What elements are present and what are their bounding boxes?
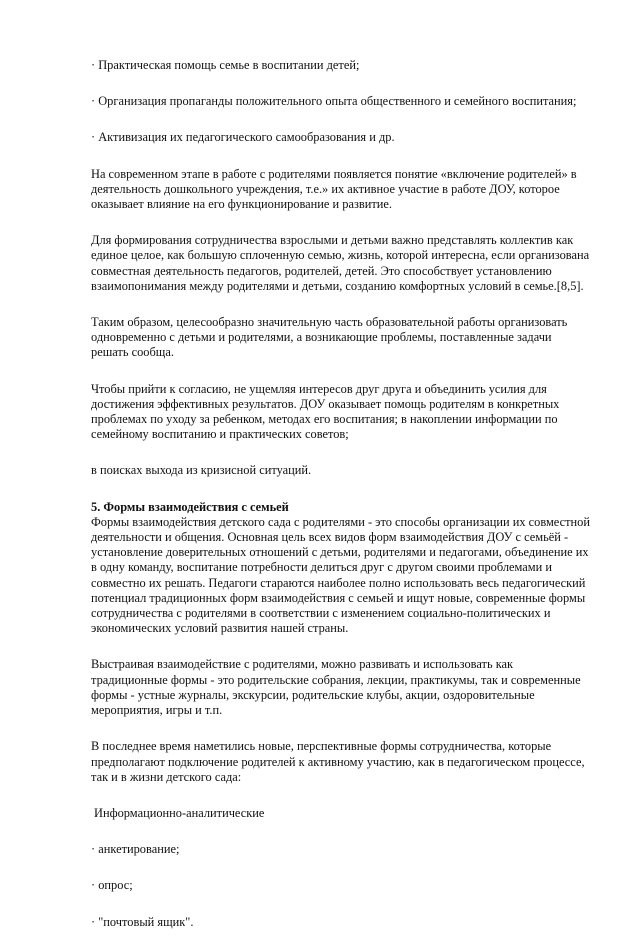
bullet-item: · Организация пропаганды положительного опыта общественного и семейного воспитания; [91,94,577,109]
section-heading: 5. Формы взаимодействия с семьей [91,499,289,514]
paragraph: Выстраивая взаимодействие с родителями, можно развивать и использовать как традиционные формы - это родительские собрания, лекции, практикумы, так и современные формы - устные журналы, экскурсии, родительские клубы, акции, оздоровительные мероприятия, игры и т.п. [91,657,581,718]
paragraph: Формы взаимодействия детского сада с родителями - это способы организации их совместной деятельности и общения. Основная цель всех видов форм взаимодействия ДОУ с семьёй - установление доверительных отношений с детьми, родителями и педагогами, объединение их в одну команду, воспитание потребности делиться друг с другом своими проблемами и совместно их решать. Педагоги стараются наиболее полно использовать весь педагогический потенциал традиционных форм взаимодействия с семьей и ищут новые, современные формы сотрудничества с родителями в соответствии с изменением социально-политических и экономических условий развития нашей страны. [91,514,590,636]
bullet-item: · опрос; [91,878,133,893]
paragraph: На современном этапе в работе с родителями появляется понятие «включение родителей» в деятельность дошкольного учреждения, т.е.» их активное участие в работе ДОУ, которое оказывает влияние на его функционирование и развитие. [91,166,577,212]
bullet-item: · "почтовый ящик". [91,914,194,929]
paragraph: Чтобы прийти к согласию, не ущемляя интересов друг друга и объединить усилия для достижения эффективных результатов. ДОУ оказывает помощь родителям в конкретных проблемах по уходу за ребенком, методах его воспитания; в накоплении информации по семейному воспитанию и практических советов; [91,381,560,442]
paragraph: в поисках выхода из кризисной ситуаций. [91,463,312,478]
paragraph: Таким образом, целесообразно значительную часть образовательной работы организовать одновременно с детьми и родителями, а возникающие проблемы, поставленные задачи решать сообща. [91,315,568,360]
paragraph: Для формирования сотрудничества взрослыми и детьми важно представлять коллектив как единое целое, как большую сплоченную семью, жизнь, которой интересна, если организована совместная деятельность педагогов, родителей, детей. Это способствует установлению взаимопонимания между родителями и детьми, созданию комфортных условий в семье.[8,5]. [91,233,590,293]
paragraph: В последнее время наметились новые, перспективные формы сотрудничества, которые предполагают подключение родителей к активному участию, как в педагогическом процессе, так и в жизни детского сада: [91,739,585,784]
subheading: Информационно-аналитические [94,805,265,820]
bullet-item: · Практическая помощь семье в воспитании детей; [91,58,360,72]
bullet-item: · Активизация их педагогического самообразования и др. [91,130,395,145]
document-page [91,58,591,951]
bullet-item: · анкетирование; [91,842,180,857]
